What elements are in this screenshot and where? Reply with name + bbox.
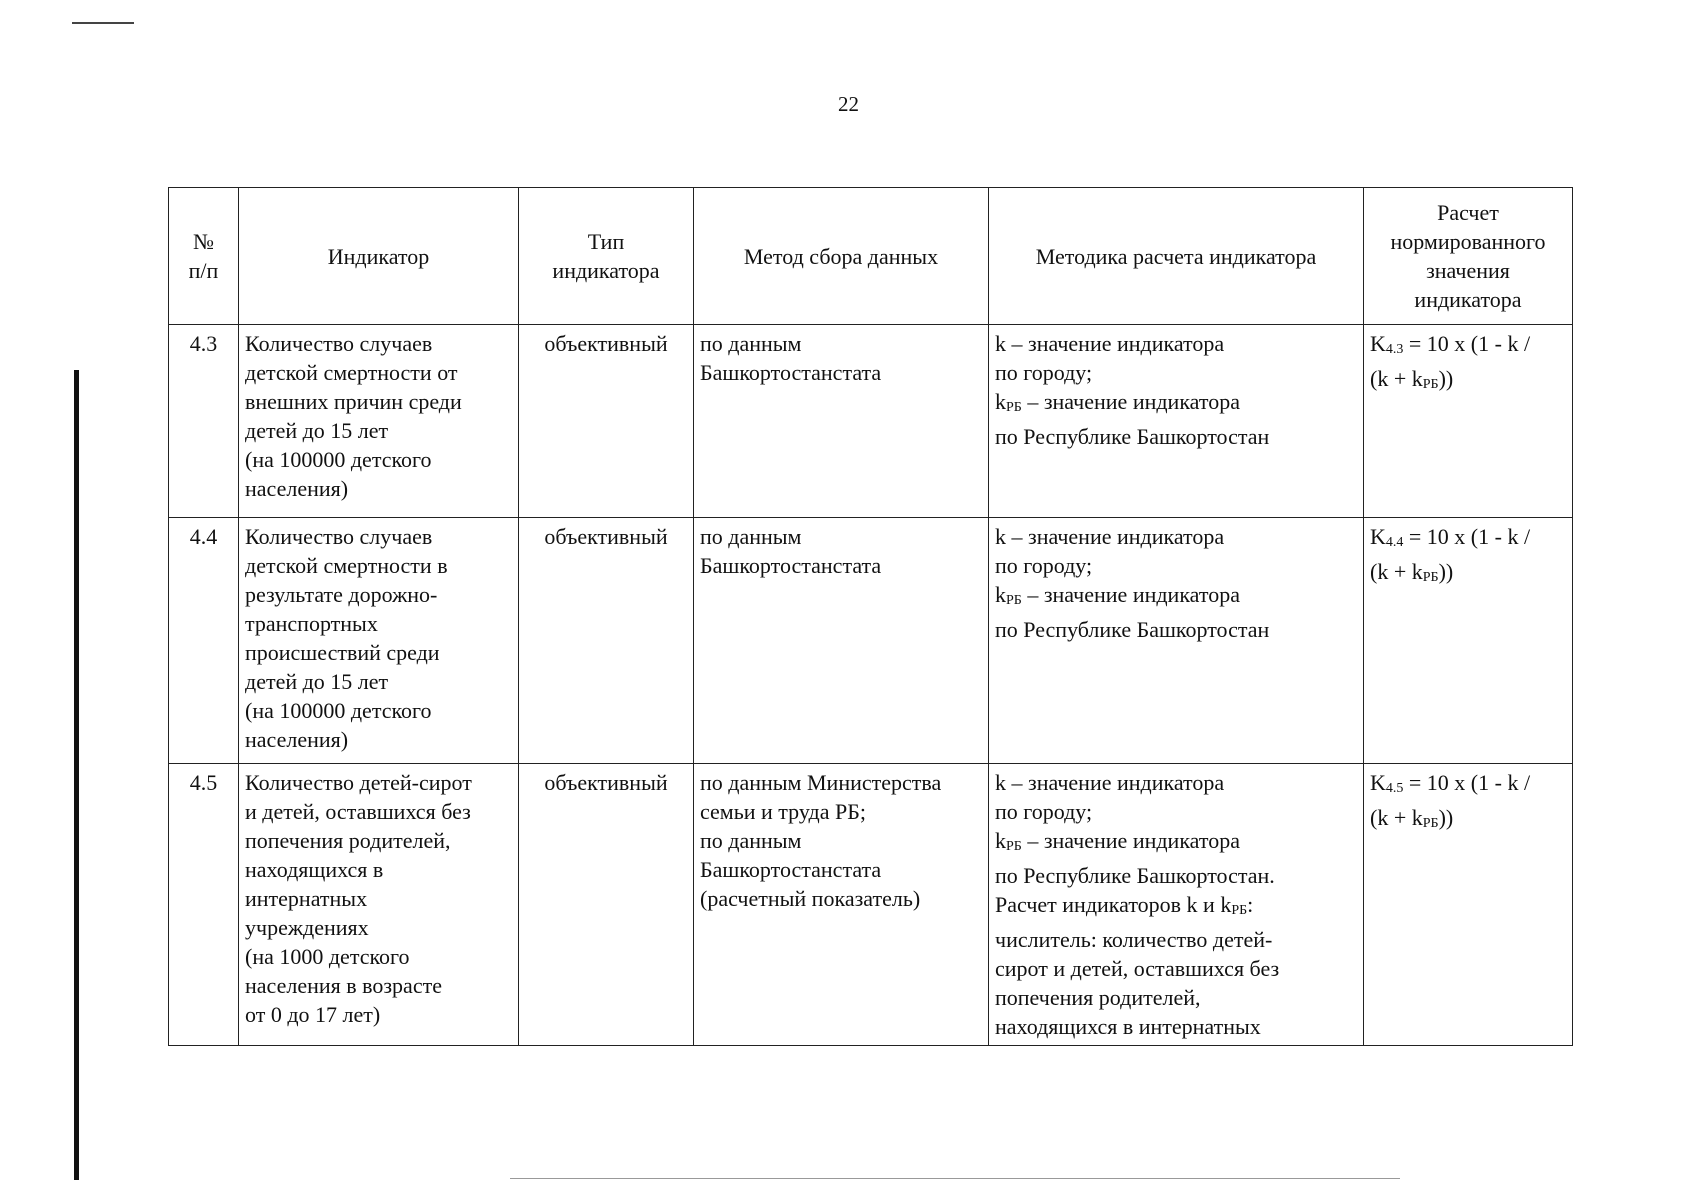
type-cell: объективный (519, 518, 694, 764)
scan-artifact-bottom-line (510, 1178, 1400, 1179)
methodology-cell (989, 518, 1364, 764)
formula-line: $(k + k_{РБ})$) (1370, 805, 1454, 831)
methodology-line: $k_{РБ}$ – значение индикатора (995, 389, 1240, 415)
table-row (169, 325, 1573, 518)
method-cell: по данным Башкортостанстата (694, 518, 989, 764)
methodology-line: $k_{РБ}$ – значение индикатора (995, 828, 1240, 854)
formula-line: $(k + k_{РБ})$) (1370, 366, 1454, 392)
methodology-cell (989, 325, 1364, 518)
type-cell: объективный (519, 764, 694, 1046)
row-number: 4.3 (169, 325, 239, 518)
formula-line: $K_{4.4} = 10$ x (1 - k / (1370, 524, 1531, 550)
methodology-line: по городу; (995, 360, 1093, 385)
methodology-line: по Республике Башкортостан (995, 424, 1270, 449)
formula-cell (1364, 325, 1573, 518)
formula-cell (1364, 764, 1573, 1046)
methodology-line: k – значение индикатора (995, 770, 1225, 795)
table-row (169, 764, 1573, 1046)
formula-line: $K_{4.5} = 10$ x (1 - k / (1370, 770, 1531, 796)
method-cell: по данным Башкортостанстата (694, 325, 989, 518)
methodology-line: по городу; (995, 553, 1093, 578)
methodology-line: k – значение индикатора (995, 524, 1225, 549)
header-method: Метод сбора данных (694, 188, 989, 325)
methodology-line: по Республике Башкортостан. (995, 863, 1275, 888)
row-number: 4.4 (169, 518, 239, 764)
scan-artifact-left-bar (74, 370, 79, 1180)
methodology-line: по Республике Башкортостан (995, 617, 1270, 642)
formula-cell (1364, 518, 1573, 764)
header-normalized: Расчет нормированного значения индикатора (1364, 188, 1573, 325)
methodology-line: $k_{РБ}$ – значение индикатора (995, 582, 1240, 608)
table-header-row (169, 188, 1573, 325)
page-number: 22 (838, 92, 859, 116)
methodology-cell (989, 764, 1364, 1046)
row-number: 4.5 (169, 764, 239, 1046)
header-type: Тип индикатора (519, 188, 694, 325)
formula-line: $K_{4.3} = 10$ x (1 - k / (1370, 331, 1531, 357)
indicators-table (168, 187, 1573, 1046)
indicator-cell: Количество случаев детской смертности от внешних причин среди детей до 15 лет (на 100000 детского населения) (239, 325, 519, 518)
methodology-line: Расчет индикаторов k и $k_{РБ}$: (995, 892, 1254, 918)
scan-artifact-top (72, 22, 134, 24)
methodology-line: k – значение индикатора (995, 331, 1225, 356)
method-cell: по данным Министерства семьи и труда РБ; по данным Башкортостанстата (расчетный показатель) (694, 764, 989, 1046)
type-cell: объективный (519, 325, 694, 518)
indicator-cell: Количество детей-сирот и детей, оставшихся без попечения родителей, находящихся в интернатных учреждениях (на 1000 детского населения в возрасте от 0 до 17 лет) (239, 764, 519, 1046)
header-indicator: Индикатор (239, 188, 519, 325)
indicator-cell: Количество случаев детской смертности в результате дорожно- транспортных происшествий среди детей до 15 лет (на 100000 детского населения) (239, 518, 519, 764)
methodology-line: по городу; (995, 799, 1093, 824)
table-row (169, 518, 1573, 764)
methodology-line: числитель: количество детей- сирот и детей, оставшихся без попечения родителей, находящихся в интернатных (995, 927, 1280, 1039)
header-num: № п/п (169, 188, 239, 325)
header-methodology: Методика расчета индикатора (989, 188, 1364, 325)
formula-line: $(k + k_{РБ})$) (1370, 559, 1454, 585)
